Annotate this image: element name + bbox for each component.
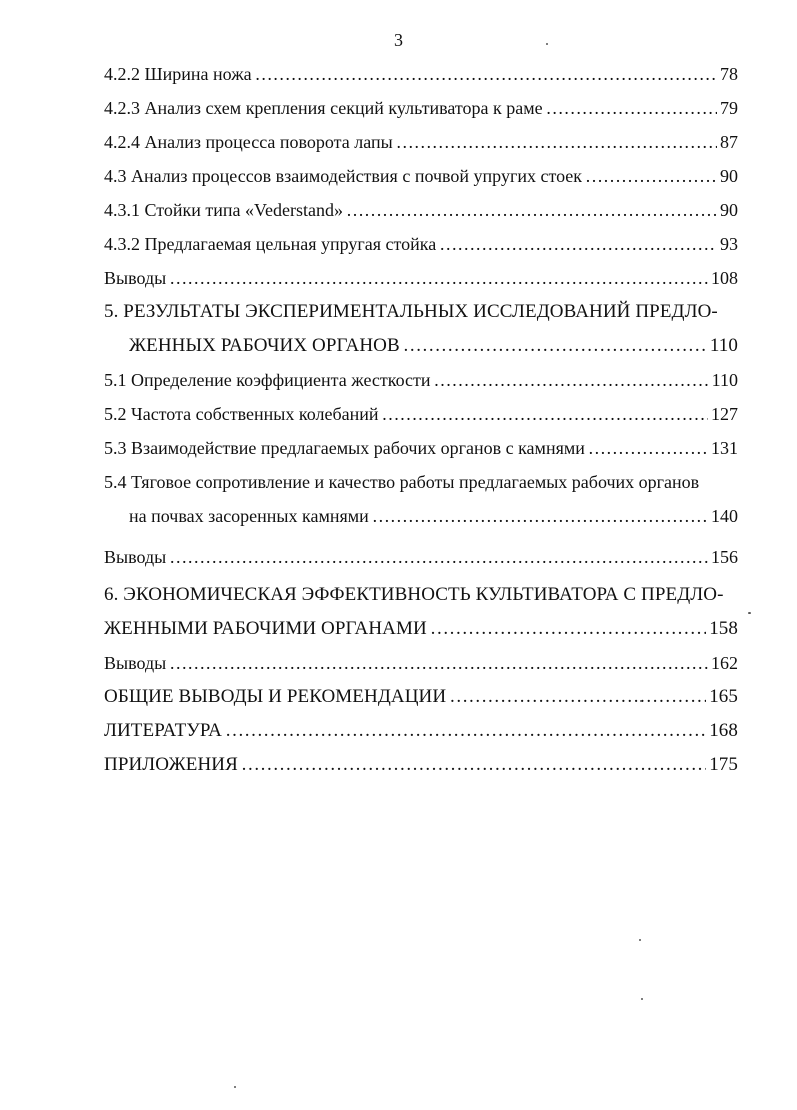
leader-dots	[382, 397, 709, 431]
toc-entry-title: ОБЩИЕ ВЫВОДЫ И РЕКОМЕНДАЦИИ	[104, 686, 447, 707]
toc-entry-5-4-title	[104, 465, 738, 499]
toc-entry-title-continuation: ЖЕННЫХ РАБОЧИХ ОРГАНОВ	[129, 335, 400, 356]
toc-entry-title: 4.2.2 Ширина ножа	[104, 64, 252, 84]
toc-entry-5-1	[104, 363, 738, 397]
toc-chapter-5-continuation	[104, 329, 738, 363]
toc-entry-literature	[104, 714, 738, 748]
toc-entry-page: 79	[720, 98, 738, 118]
toc-entry-title: 5.4 Тяговое сопротивление и качество работы предлагаемых рабочих органов	[104, 472, 700, 492]
toc-entry-title: 4.2.3 Анализ схем крепления секций культиватора к раме	[104, 98, 543, 118]
toc-entry-page: 110	[709, 335, 738, 356]
toc-entry-page: 131	[711, 438, 738, 458]
scan-speck	[234, 1086, 236, 1088]
toc-entry-title: Выводы	[104, 268, 167, 288]
toc-entry-4-2-4	[104, 125, 738, 159]
toc-entry-title: 4.3.1 Стойки типа «Vederstand»	[104, 200, 344, 220]
leader-dots	[403, 329, 707, 363]
toc-entry-title-continuation: на почвах засоренных камнями	[129, 506, 369, 526]
leader-dots	[372, 499, 708, 533]
leader-dots	[169, 540, 708, 574]
toc-entry-page: 175	[709, 754, 738, 775]
scan-speck	[546, 43, 548, 45]
leader-dots	[241, 748, 706, 782]
toc-entry-title: ЛИТЕРАТУРА	[104, 720, 222, 741]
toc-entry-conclusions-5	[104, 540, 738, 574]
leader-dots	[449, 680, 706, 714]
toc-entry-4-3-2	[104, 227, 738, 261]
toc-entry-title: 5. РЕЗУЛЬТАТЫ ЭКСПЕРИМЕНТАЛЬНЫХ ИССЛЕДОВАНИЙ ПРЕДЛО-	[104, 301, 718, 322]
toc-entry-page: 108	[711, 268, 738, 288]
scan-speck	[639, 939, 641, 941]
toc-entry-title: 5.3 Взаимодействие предлагаемых рабочих органов с камнями	[104, 438, 585, 458]
leader-dots	[434, 363, 709, 397]
table-of-contents	[104, 57, 738, 782]
leader-dots	[585, 159, 717, 193]
leader-dots	[439, 227, 717, 261]
toc-entry-page: 78	[720, 64, 738, 84]
leader-dots	[255, 57, 717, 91]
toc-entry-conclusions-4	[104, 261, 738, 295]
toc-entry-title: 5.2 Частота собственных колебаний	[104, 404, 379, 424]
toc-entry-page: 127	[711, 404, 738, 424]
leader-dots	[546, 91, 717, 125]
toc-entry-4-3	[104, 159, 738, 193]
toc-entry-page: 158	[709, 618, 738, 639]
toc-entry-appendices	[104, 748, 738, 782]
toc-entry-page: 90	[720, 200, 738, 220]
toc-entry-title-continuation: ЖЕННЫМИ РАБОЧИМИ ОРГАНАМИ	[104, 618, 427, 639]
scan-speck	[641, 998, 643, 1000]
toc-entry-page: 90	[720, 166, 738, 186]
toc-entry-page: 87	[720, 132, 738, 152]
toc-entry-page: 93	[720, 234, 738, 254]
toc-entry-title: 4.3.2 Предлагаемая цельная упругая стойка	[104, 234, 437, 254]
toc-entry-page: 165	[709, 686, 738, 707]
leader-dots	[396, 125, 717, 159]
toc-entry-page: 110	[711, 370, 738, 390]
leader-dots	[346, 193, 717, 227]
toc-entry-title: ПРИЛОЖЕНИЯ	[104, 754, 238, 775]
page-number: 3	[394, 30, 403, 50]
toc-entry-5-3	[104, 431, 738, 465]
toc-entry-title: Выводы	[104, 653, 167, 673]
scan-speck	[640, 700, 642, 702]
toc-entry-title: 6. ЭКОНОМИЧЕСКАЯ ЭФФЕКТИВНОСТЬ КУЛЬТИВАТОРА С ПРЕДЛО-	[104, 584, 724, 605]
toc-entry-title: 5.1 Определение коэффициента жесткости	[104, 370, 431, 390]
leader-dots	[430, 612, 706, 646]
toc-entry-title: 4.2.4 Анализ процесса поворота лапы	[104, 132, 393, 152]
toc-entry-conclusions-6	[104, 646, 738, 680]
toc-entry-4-2-3	[104, 91, 738, 125]
toc-entry-general-conclusions	[104, 680, 738, 714]
toc-chapter-6-title	[104, 578, 738, 612]
toc-entry-page: 140	[711, 506, 738, 526]
toc-entry-page: 162	[711, 653, 738, 673]
toc-entry-4-2-2	[104, 57, 738, 91]
toc-entry-5-2	[104, 397, 738, 431]
toc-chapter-6-continuation	[104, 612, 738, 646]
scan-speck	[748, 612, 751, 614]
leader-dots	[169, 261, 708, 295]
leader-dots	[169, 646, 708, 680]
toc-entry-title: Выводы	[104, 547, 167, 567]
toc-entry-page: 156	[711, 547, 738, 567]
toc-entry-5-4-continuation	[104, 499, 738, 533]
leader-dots	[225, 714, 706, 748]
toc-chapter-5-title	[104, 295, 738, 329]
leader-dots	[588, 431, 708, 465]
toc-entry-title: 4.3 Анализ процессов взаимодействия с почвой упругих стоек	[104, 166, 583, 186]
toc-entry-page: 168	[709, 720, 738, 741]
toc-entry-4-3-1	[104, 193, 738, 227]
